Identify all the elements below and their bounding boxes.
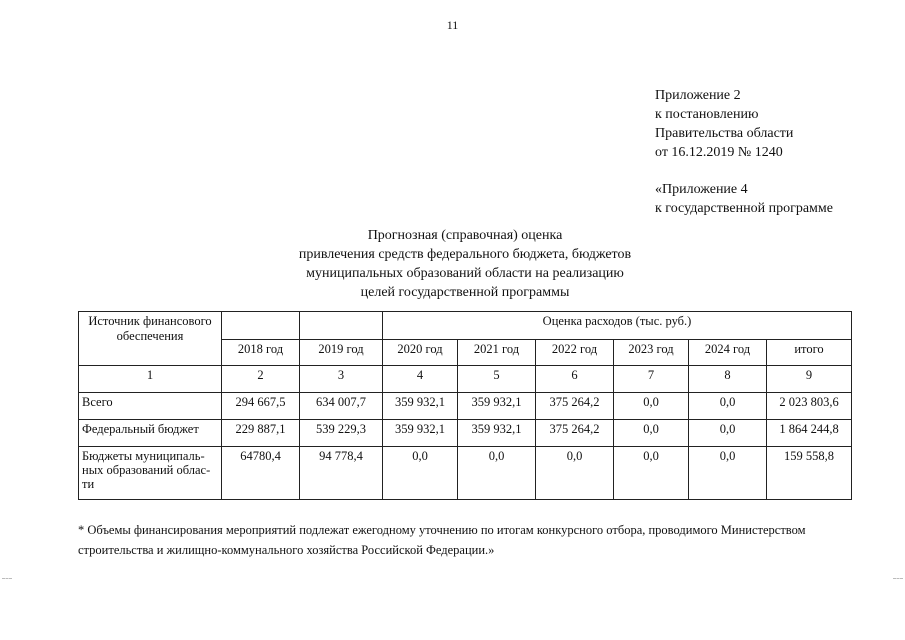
row-label-cell: Федеральный бюджет bbox=[79, 420, 222, 447]
value-cell: 375 264,2 bbox=[536, 420, 614, 447]
appendix-line: «Приложение 4 bbox=[655, 182, 748, 197]
table-header-row bbox=[79, 312, 852, 340]
estimate-header-cell: Оценка расходов (тыс. руб.) bbox=[383, 312, 852, 340]
appendix-line: Приложение 2 bbox=[655, 88, 741, 103]
column-number-cell: 3 bbox=[300, 366, 383, 393]
row-label-cell: Бюджеты муниципаль-ных образований облас-ти bbox=[79, 447, 222, 500]
appendix-line: Правительства области bbox=[655, 126, 794, 141]
title-line: муниципальных образований области на реализацию bbox=[306, 266, 624, 281]
page-number: 11 bbox=[446, 18, 459, 32]
year-header-cell: 2020 год bbox=[383, 340, 458, 366]
title-line: Прогнозная (справочная) оценка bbox=[367, 228, 563, 243]
header-cell-empty bbox=[300, 312, 383, 340]
value-cell: 0,0 bbox=[689, 447, 767, 500]
value-cell: 64780,4 bbox=[222, 447, 300, 500]
value-cell: 229 887,1 bbox=[222, 420, 300, 447]
value-cell: 359 932,1 bbox=[458, 420, 536, 447]
value-cell: 0,0 bbox=[614, 420, 689, 447]
header-cell-empty bbox=[222, 312, 300, 340]
table-row bbox=[79, 447, 852, 500]
column-number-row bbox=[79, 366, 852, 393]
value-cell: 539 229,3 bbox=[300, 420, 383, 447]
column-number-cell: 2 bbox=[222, 366, 300, 393]
column-number-cell: 8 bbox=[689, 366, 767, 393]
appendix-line: к государственной программе bbox=[655, 201, 833, 216]
source-header-cell: Источник финансового обеспечения bbox=[79, 312, 222, 366]
year-header-cell: 2023 год bbox=[614, 340, 689, 366]
value-cell: 2 023 803,6 bbox=[767, 393, 852, 420]
title-line: целей государственной программы bbox=[360, 285, 570, 300]
table-row bbox=[79, 420, 852, 447]
value-cell: 359 932,1 bbox=[383, 420, 458, 447]
value-cell: 294 667,5 bbox=[222, 393, 300, 420]
funding-table bbox=[78, 311, 852, 500]
column-number-cell: 9 bbox=[767, 366, 852, 393]
table-row bbox=[79, 393, 852, 420]
column-number-cell: 5 bbox=[458, 366, 536, 393]
value-cell: 0,0 bbox=[536, 447, 614, 500]
column-number-cell: 4 bbox=[383, 366, 458, 393]
title-line: привлечения средств федерального бюджета, бюджетов bbox=[298, 247, 632, 262]
scan-edge-mark bbox=[2, 578, 12, 579]
value-cell: 94 778,4 bbox=[300, 447, 383, 500]
year-header-cell: 2024 год bbox=[689, 340, 767, 366]
footnote: * Объемы финансирования мероприятий подлежат ежегодному уточнению по итогам конкурсного отбора, проводимого Министерством строительства и жилищно-коммунального хозяйства Российской Федерации.» bbox=[78, 523, 806, 557]
scan-edge-mark bbox=[893, 578, 903, 579]
value-cell: 375 264,2 bbox=[536, 393, 614, 420]
appendix-block bbox=[655, 86, 833, 218]
spacer bbox=[655, 162, 833, 180]
column-number-cell: 7 bbox=[614, 366, 689, 393]
year-header-cell: 2022 год bbox=[536, 340, 614, 366]
column-number-cell: 1 bbox=[79, 366, 222, 393]
value-cell: 634 007,7 bbox=[300, 393, 383, 420]
value-cell: 0,0 bbox=[689, 393, 767, 420]
year-header-cell: итого bbox=[767, 340, 852, 366]
value-cell: 0,0 bbox=[383, 447, 458, 500]
row-label-cell: Всего bbox=[79, 393, 222, 420]
value-cell: 1 864 244,8 bbox=[767, 420, 852, 447]
value-cell: 0,0 bbox=[458, 447, 536, 500]
document-title bbox=[230, 226, 700, 302]
value-cell: 359 932,1 bbox=[383, 393, 458, 420]
year-header-cell: 2019 год bbox=[300, 340, 383, 366]
appendix-line: к постановлению bbox=[655, 107, 759, 122]
appendix-line: от 16.12.2019 № 1240 bbox=[655, 145, 783, 160]
value-cell: 0,0 bbox=[614, 447, 689, 500]
value-cell: 0,0 bbox=[614, 393, 689, 420]
value-cell: 359 932,1 bbox=[458, 393, 536, 420]
year-header-cell: 2018 год bbox=[222, 340, 300, 366]
column-number-cell: 6 bbox=[536, 366, 614, 393]
value-cell: 159 558,8 bbox=[767, 447, 852, 500]
year-header-cell: 2021 год bbox=[458, 340, 536, 366]
value-cell: 0,0 bbox=[689, 420, 767, 447]
